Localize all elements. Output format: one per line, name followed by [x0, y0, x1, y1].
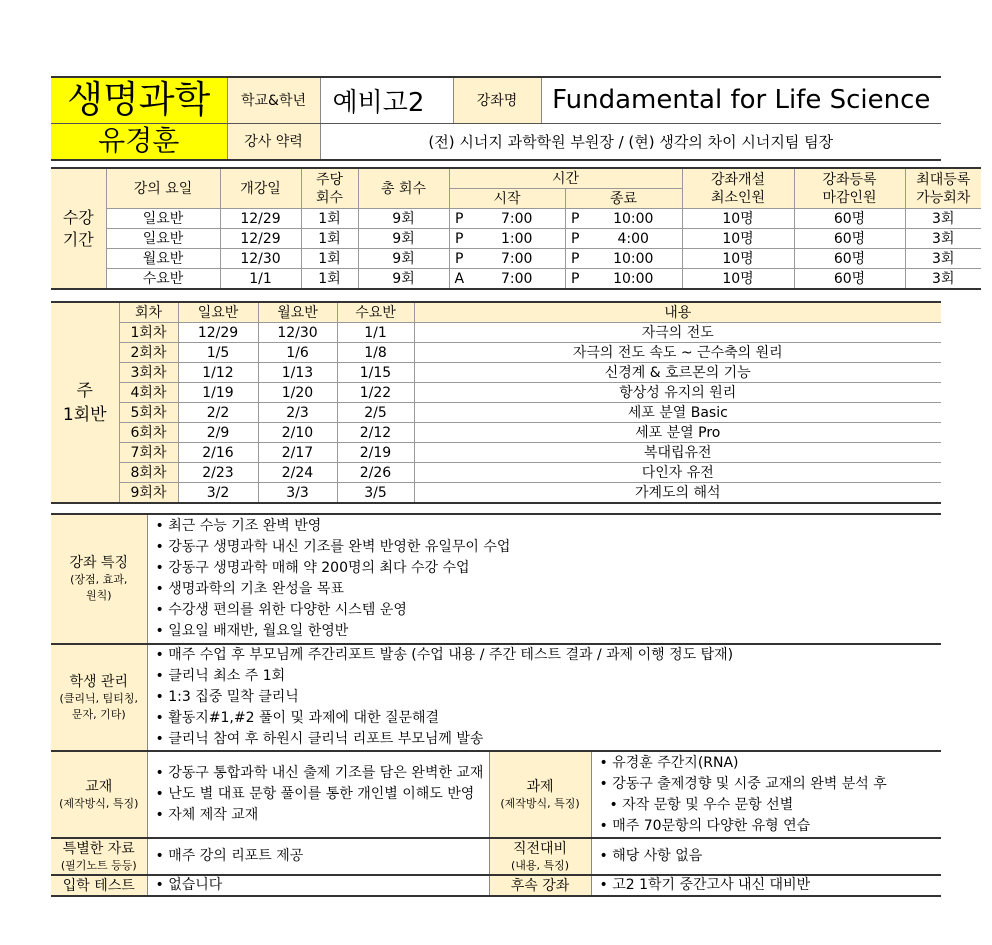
- cell-sun: 3/2: [178, 483, 258, 504]
- weekly-curriculum-table: [51, 301, 941, 504]
- weekly-row: [51, 383, 941, 403]
- grade-value: 예비고2: [320, 77, 453, 123]
- course-name: Fundamental for Life Science: [541, 77, 941, 123]
- cell-end-ampm: P: [565, 209, 585, 229]
- cell-content: 자극의 전도: [414, 323, 941, 343]
- course-info-table: [51, 513, 941, 897]
- cell-session: 7회차: [119, 443, 178, 463]
- list-item: • 강동구 출제경향 및 시중 교재의 완벽 분석 후: [600, 774, 942, 795]
- followup-list: [591, 875, 941, 896]
- cell-wed: 3/5: [337, 483, 414, 504]
- cell-start: 12/29: [220, 209, 301, 229]
- textbook-label: 교재 (제작방식, 특징): [51, 751, 147, 838]
- weekly-row: [51, 323, 941, 343]
- cell-session: 2회차: [119, 343, 178, 363]
- subject-title: 생명과학: [51, 77, 227, 123]
- schedule-side-label: 수강 기간: [51, 168, 106, 289]
- list-item: • 일요일 배재반, 월요일 한영반: [156, 621, 942, 642]
- cell-avail: 3회: [905, 229, 981, 249]
- cell-end-time: 10:00: [585, 209, 682, 229]
- list-item: • 난도 별 대표 문항 풀이를 통한 개인별 이해도 반영: [156, 784, 489, 805]
- list-item: • 없습니다: [156, 876, 489, 895]
- cell-total: 9회: [358, 269, 449, 290]
- schedule-table: [51, 167, 981, 290]
- cell-start-time: 7:00: [469, 249, 565, 269]
- list-item: • 생명과학의 기초 완성을 목표: [156, 579, 942, 600]
- weekly-row: [51, 463, 941, 483]
- cell-mon: 1/6: [258, 343, 337, 363]
- cell-mon: 12/30: [258, 323, 337, 343]
- cell-mon: 2/24: [258, 463, 337, 483]
- cell-content: 자극의 전도 속도 ~ 근수축의 원리: [414, 343, 941, 363]
- cell-sun: 2/2: [178, 403, 258, 423]
- col-mon: 월요반: [258, 302, 337, 323]
- features-label: 강좌 특징 (장점, 효과, 원칙): [51, 514, 147, 644]
- cell-wed: 1/1: [337, 323, 414, 343]
- list-item: • 해당 사항 없음: [600, 846, 942, 867]
- cell-wed: 2/5: [337, 403, 414, 423]
- weekly-row: [51, 343, 941, 363]
- cell-end-time: 4:00: [585, 229, 682, 249]
- cell-wed: 1/8: [337, 343, 414, 363]
- col-time-end: 종료: [565, 189, 682, 209]
- course-label: 강좌명: [453, 77, 541, 123]
- col-sun: 일요반: [178, 302, 258, 323]
- course-header: [51, 76, 941, 161]
- cell-start-time: 7:00: [469, 209, 565, 229]
- cell-day: 일요반: [106, 229, 220, 249]
- col-content: 내용: [414, 302, 941, 323]
- career-value: (전) 시너지 과학학원 부원장 / (현) 생각의 차이 시너지팀 팀장: [320, 123, 941, 160]
- list-item: • 강동구 통합과학 내신 출제 기조를 담은 완벽한 교재: [156, 763, 489, 784]
- cell-total: 9회: [358, 249, 449, 269]
- cell-total: 9회: [358, 229, 449, 249]
- cell-end-ampm: P: [565, 229, 585, 249]
- cell-max: 60명: [794, 209, 905, 229]
- weekly-row: [51, 403, 941, 423]
- weekly-row: [51, 363, 941, 383]
- grade-label: 학교&학년: [227, 77, 320, 123]
- cell-weekly: 1회: [301, 249, 358, 269]
- weekly-row: [51, 443, 941, 463]
- special-label: 특별한 자료 (필기노트 등등): [51, 838, 147, 875]
- cell-session: 3회차: [119, 363, 178, 383]
- cell-content: 신경계 & 호르몬의 기능: [414, 363, 941, 383]
- list-item: • 클리닉 최소 주 1회: [156, 666, 942, 687]
- cell-sun: 1/12: [178, 363, 258, 383]
- col-avail: 최대등록 가능회차: [905, 168, 981, 209]
- special-list: [147, 838, 489, 875]
- cell-session: 1회차: [119, 323, 178, 343]
- cell-mon: 1/20: [258, 383, 337, 403]
- list-item: • 수강생 편의를 위한 다양한 시스템 운영: [156, 600, 942, 621]
- list-item: • 매주 수업 후 부모님께 주간리포트 발송 (수업 내용 / 주간 테스트 결과 / 과제 이행 정도 탑재): [156, 645, 942, 666]
- cell-session: 6회차: [119, 423, 178, 443]
- schedule-row: [51, 209, 981, 229]
- cell-sun: 1/5: [178, 343, 258, 363]
- cell-max: 60명: [794, 269, 905, 290]
- cell-wed: 2/19: [337, 443, 414, 463]
- list-item: • 매주 강의 리포트 제공: [156, 846, 489, 867]
- schedule-row: [51, 269, 981, 290]
- list-item: • 강동구 생명과학 내신 기조를 완벽 반영한 유일무이 수업: [156, 537, 942, 558]
- homework-label: 과제 (제작방식, 특징): [489, 751, 591, 838]
- cell-content: 세포 분열 Basic: [414, 403, 941, 423]
- list-item-continued: • 자작 문항 및 우수 문항 선별: [600, 795, 942, 816]
- cell-start-ampm: P: [449, 209, 469, 229]
- cell-wed: 1/15: [337, 363, 414, 383]
- cell-session: 9회차: [119, 483, 178, 504]
- col-session: 회차: [119, 302, 178, 323]
- cell-wed: 2/12: [337, 423, 414, 443]
- cell-start: 12/29: [220, 229, 301, 249]
- col-min: 강좌개설 최소인원: [682, 168, 794, 209]
- list-item: • 클리닉 참여 후 하원시 클리닉 리포트 부모님께 발송: [156, 729, 942, 750]
- cell-mon: 3/3: [258, 483, 337, 504]
- prep-label: 직전대비 (내용, 특징): [489, 838, 591, 875]
- cell-total: 9회: [358, 209, 449, 229]
- cell-mon: 2/17: [258, 443, 337, 463]
- cell-content: 항상성 유지의 원리: [414, 383, 941, 403]
- cell-min: 10명: [682, 269, 794, 290]
- list-item: • 유경훈 주간지(RNA): [600, 753, 942, 774]
- cell-wed: 1/22: [337, 383, 414, 403]
- management-list: [147, 644, 941, 751]
- career-label: 강사 약력: [227, 123, 320, 160]
- cell-end-time: 10:00: [585, 249, 682, 269]
- cell-sun: 2/16: [178, 443, 258, 463]
- col-start-date: 개강일: [220, 168, 301, 209]
- cell-start-ampm: A: [449, 269, 469, 290]
- col-weekly: 주당 회수: [301, 168, 358, 209]
- cell-session: 8회차: [119, 463, 178, 483]
- cell-weekly: 1회: [301, 209, 358, 229]
- cell-min: 10명: [682, 229, 794, 249]
- cell-content: 세포 분열 Pro: [414, 423, 941, 443]
- cell-day: 월요반: [106, 249, 220, 269]
- cell-content: 다인자 유전: [414, 463, 941, 483]
- col-max: 강좌등록 마감인원: [794, 168, 905, 209]
- cell-min: 10명: [682, 209, 794, 229]
- cell-max: 60명: [794, 229, 905, 249]
- cell-wed: 2/26: [337, 463, 414, 483]
- cell-weekly: 1회: [301, 229, 358, 249]
- cell-start-ampm: P: [449, 249, 469, 269]
- cell-day: 수요반: [106, 269, 220, 290]
- cell-end-ampm: P: [565, 249, 585, 269]
- weekly-row: [51, 483, 941, 504]
- col-wed: 수요반: [337, 302, 414, 323]
- cell-start: 1/1: [220, 269, 301, 290]
- cell-sun: 2/23: [178, 463, 258, 483]
- col-time-start: 시작: [449, 189, 565, 209]
- weekly-side-label: 주 1회반: [51, 302, 119, 503]
- cell-min: 10명: [682, 249, 794, 269]
- cell-session: 5회차: [119, 403, 178, 423]
- list-item: • 활동지#1,#2 풀이 및 과제에 대한 질문해결: [156, 708, 942, 729]
- instructor-name: 유경훈: [51, 123, 227, 160]
- list-item: • 자체 제작 교재: [156, 805, 489, 826]
- list-item: • 강동구 생명과학 매해 약 200명의 최다 수강 수업: [156, 558, 942, 579]
- cell-weekly: 1회: [301, 269, 358, 290]
- homework-list: [591, 751, 941, 838]
- list-item: • 고2 1학기 중간고사 내신 대비반: [600, 876, 942, 895]
- cell-start-time: 1:00: [469, 229, 565, 249]
- entrance-list: [147, 875, 489, 896]
- col-day: 강의 요일: [106, 168, 220, 209]
- followup-label: 후속 강좌: [489, 875, 591, 896]
- cell-sun: 1/19: [178, 383, 258, 403]
- cell-end-time: 10:00: [585, 269, 682, 290]
- list-item: • 매주 70문항의 다양한 유형 연습: [600, 816, 942, 837]
- management-label: 학생 관리 (클리닉, 팀티칭, 문자, 기타): [51, 644, 147, 751]
- features-list: [147, 514, 941, 644]
- list-item: • 최근 수능 기조 완벽 반영: [156, 516, 942, 537]
- col-total: 총 회수: [358, 168, 449, 209]
- cell-sun: 2/9: [178, 423, 258, 443]
- cell-avail: 3회: [905, 209, 981, 229]
- list-item: • 1:3 집중 밀착 클리닉: [156, 687, 942, 708]
- cell-end-ampm: P: [565, 269, 585, 290]
- cell-start-ampm: P: [449, 229, 469, 249]
- schedule-row: [51, 249, 981, 269]
- cell-avail: 3회: [905, 269, 981, 290]
- cell-content: 가계도의 해석: [414, 483, 941, 504]
- cell-mon: 1/13: [258, 363, 337, 383]
- cell-sun: 12/29: [178, 323, 258, 343]
- cell-mon: 2/3: [258, 403, 337, 423]
- schedule-row: [51, 229, 981, 249]
- entrance-label: 입학 테스트: [51, 875, 147, 896]
- cell-day: 일요반: [106, 209, 220, 229]
- weekly-row: [51, 423, 941, 443]
- prep-list: [591, 838, 941, 875]
- textbook-list: [147, 751, 489, 838]
- cell-start: 12/30: [220, 249, 301, 269]
- cell-avail: 3회: [905, 249, 981, 269]
- col-time: 시간: [449, 168, 682, 189]
- cell-session: 4회차: [119, 383, 178, 403]
- cell-max: 60명: [794, 249, 905, 269]
- cell-mon: 2/10: [258, 423, 337, 443]
- cell-content: 복대립유전: [414, 443, 941, 463]
- cell-start-time: 7:00: [469, 269, 565, 290]
